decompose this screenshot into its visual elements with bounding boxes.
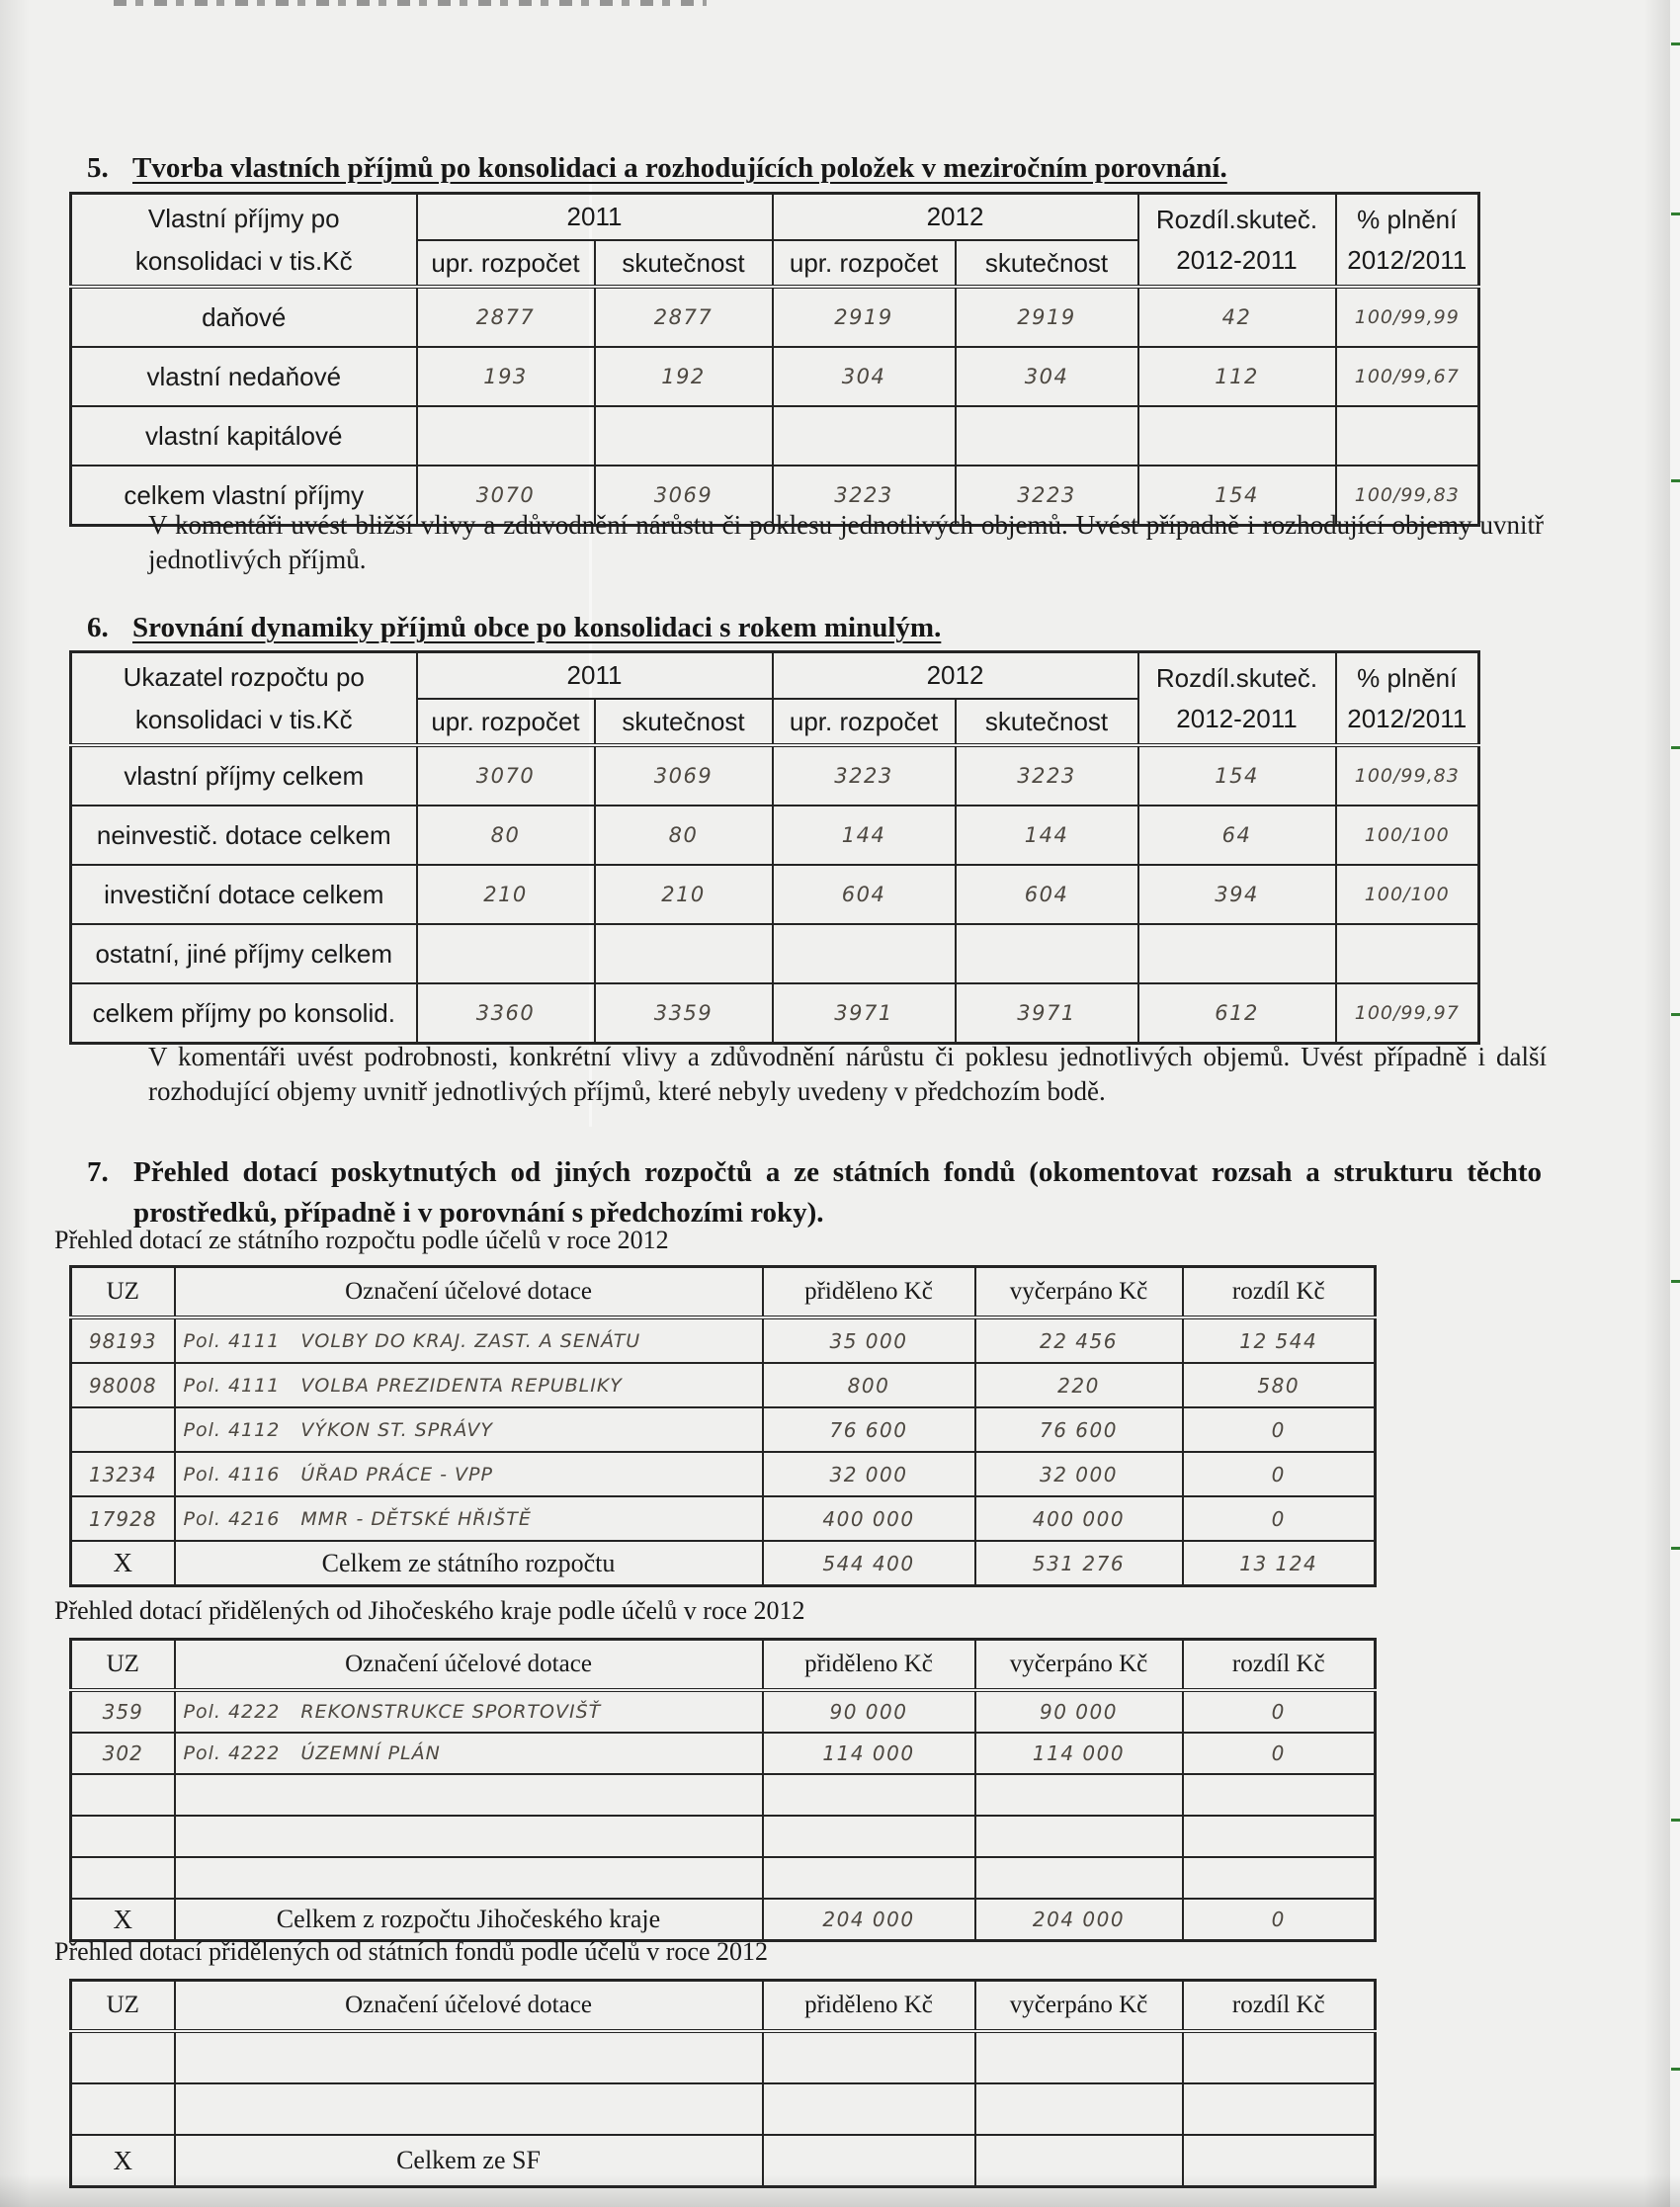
- percent-header-line1: % plnění: [1357, 662, 1458, 693]
- percent-value: 100/99,97: [1336, 983, 1479, 1044]
- difference-header: rozdíl Kč: [1183, 1267, 1376, 1318]
- actual-2011-value: 3069: [595, 745, 773, 806]
- difference-value: 154: [1138, 466, 1336, 526]
- designation-cell: Pol. 4222 ÚZEMNÍ PLÁN: [175, 1733, 763, 1774]
- difference-cell: [1183, 1816, 1376, 1857]
- budget-2012-value: 304: [773, 347, 956, 406]
- row-label: vlastní kapitálové: [71, 406, 417, 466]
- percent-value: 100/99,83: [1336, 745, 1479, 806]
- section5-heading: [87, 148, 1540, 188]
- difference-value: 42: [1138, 287, 1336, 347]
- page-edge-shadow: [1644, 0, 1670, 2207]
- percent-header-line2: 2012/2011: [1347, 703, 1468, 733]
- table-row: [71, 1363, 1376, 1407]
- table-row: [71, 1496, 1376, 1541]
- budget-2012-value: 2919: [773, 287, 956, 347]
- designation-cell: Pol. 4116 ÚŘAD PRÁCE - VPP: [175, 1452, 763, 1496]
- table-row: [71, 745, 1479, 806]
- designation-cell: [175, 1857, 763, 1899]
- budget-2012-value: [773, 406, 956, 466]
- budget-2011-value: [417, 406, 595, 466]
- table-row: [71, 2135, 1376, 2187]
- uz-cell: 13234: [71, 1452, 175, 1496]
- table-header: [71, 1267, 1376, 1318]
- row-label: celkem vlastní příjmy: [71, 466, 417, 526]
- table-row: [71, 983, 1479, 1044]
- difference-cell: [1183, 2031, 1376, 2083]
- table-row: [71, 1267, 1376, 1318]
- total-spent: 531 276: [975, 1541, 1183, 1586]
- designation-cell: [175, 1774, 763, 1816]
- section6-note: V komentáři uvést podrobnosti, konkrétní vlivy a zdůvodnění nárůstu či poklesu jednotlivých objemů. Uvést případně i další rozhodující objemy uvnitř jednotlivých příjmů, které nebyly uvedeny v předchozím bodě.: [148, 1042, 1547, 1106]
- total-allocated: 544 400: [763, 1541, 975, 1586]
- allocated-cell: 114 000: [763, 1733, 975, 1774]
- spent-cell: [975, 1816, 1183, 1857]
- actual-2011-subheader: skutečnost: [595, 240, 773, 287]
- actual-2011-value: 80: [595, 806, 773, 865]
- section-number: 5.: [87, 152, 109, 184]
- difference-value: 64: [1138, 806, 1336, 865]
- state-budget-grants-table: [69, 1265, 1377, 1587]
- table-row: [71, 1857, 1376, 1899]
- percent-value: 100/100: [1336, 806, 1479, 865]
- actual-2011-value: [595, 406, 773, 466]
- table-header: [71, 194, 1479, 288]
- page-edge-left: [0, 0, 30, 2207]
- total-x-cell: X: [71, 2135, 175, 2187]
- designation-header: Označení účelové dotace: [175, 1640, 763, 1691]
- uz-cell: [71, 1857, 175, 1899]
- designation-cell: Pol. 4111 VOLBA PREZIDENTA REPUBLIKY: [175, 1363, 763, 1407]
- percent-header: [1336, 194, 1479, 288]
- edge-mark: [1671, 1547, 1680, 1550]
- actual-2011-value: 192: [595, 347, 773, 406]
- table-row: [71, 1317, 1376, 1363]
- budget-2012-value: 144: [773, 806, 956, 865]
- table-row: [71, 1816, 1376, 1857]
- section7-heading: [87, 1152, 1542, 1233]
- allocated-cell: 400 000: [763, 1496, 975, 1541]
- state-funds-caption: Přehled dotací přidělených od státních fondů podle účelů v roce 2012: [54, 1937, 769, 1966]
- actual-2011-value: [595, 924, 773, 983]
- designation-cell: Pol. 4222 REKONSTRUKCE SPORTOVIŠŤ: [175, 1690, 763, 1733]
- total-label: Celkem ze SF: [175, 2135, 763, 2187]
- row-label: investiční dotace celkem: [71, 865, 417, 924]
- actual-2012-value: 304: [956, 347, 1138, 406]
- difference-cell: [1183, 1857, 1376, 1899]
- uz-header: UZ: [71, 1640, 175, 1691]
- budget-2011-subheader: upr. rozpočet: [417, 699, 595, 745]
- budget-2011-value: 2877: [417, 287, 595, 347]
- actual-2012-value: [956, 924, 1138, 983]
- table-row: [71, 1899, 1376, 1941]
- budget-2011-value: 80: [417, 806, 595, 865]
- table-row: [71, 287, 1479, 347]
- difference-value: [1138, 406, 1336, 466]
- spent-cell: [975, 1774, 1183, 1816]
- actual-2012-value: 3223: [956, 745, 1138, 806]
- actual-2012-subheader: skutečnost: [956, 240, 1138, 287]
- actual-2012-subheader: skutečnost: [956, 699, 1138, 745]
- budget-2012-value: 3971: [773, 983, 956, 1044]
- spent-cell: [975, 1857, 1183, 1899]
- spent-cell: 32 000: [975, 1452, 1183, 1496]
- total-spent: [975, 2135, 1183, 2187]
- difference-cell: 0: [1183, 1452, 1376, 1496]
- row-label: vlastní nedaňové: [71, 347, 417, 406]
- cropped-text-top: [114, 0, 707, 6]
- budget-2011-value: 3070: [417, 466, 595, 526]
- region-grants-table: [69, 1638, 1377, 1942]
- uz-cell: [71, 2083, 175, 2135]
- difference-header: rozdíl Kč: [1183, 1981, 1376, 2032]
- section6-heading: [87, 608, 1540, 647]
- difference-header-line2: 2012-2011: [1176, 703, 1298, 733]
- difference-value: 154: [1138, 745, 1336, 806]
- allocated-cell: [763, 2031, 975, 2083]
- section-title: Srovnání dynamiky příjmů obce po konsolidaci s rokem minulým.: [132, 612, 942, 643]
- difference-value: [1138, 924, 1336, 983]
- spent-cell: 22 456: [975, 1317, 1183, 1363]
- uz-cell: 359: [71, 1690, 175, 1733]
- actual-2011-value: 3359: [595, 983, 773, 1044]
- table-header: [71, 1640, 1376, 1691]
- actual-2011-value: 2877: [595, 287, 773, 347]
- row-label-header: [71, 652, 417, 746]
- edge-mark: [1671, 1819, 1680, 1822]
- budget-2011-value: [417, 924, 595, 983]
- percent-value: 100/100: [1336, 865, 1479, 924]
- table-row: [71, 1774, 1376, 1816]
- spent-cell: 220: [975, 1363, 1183, 1407]
- difference-cell: 0: [1183, 1690, 1376, 1733]
- actual-2012-value: 604: [956, 865, 1138, 924]
- total-x-cell: X: [71, 1899, 175, 1941]
- uz-cell: [71, 1407, 175, 1452]
- budget-2012-subheader: upr. rozpočet: [773, 240, 956, 287]
- actual-2012-value: 3971: [956, 983, 1138, 1044]
- uz-cell: 98193: [71, 1317, 175, 1363]
- table-row: [71, 924, 1479, 983]
- total-difference: 0: [1183, 1899, 1376, 1941]
- difference-header-line1: Rozdíl.skuteč.: [1155, 204, 1318, 234]
- percent-value: 100/99,67: [1336, 347, 1479, 406]
- table-row: [71, 1452, 1376, 1496]
- spent-cell: 114 000: [975, 1733, 1183, 1774]
- difference-cell: [1183, 1774, 1376, 1816]
- row-label: daňové: [71, 287, 417, 347]
- budget-2011-value: 193: [417, 347, 595, 406]
- row-label-line2: konsolidaci v tis.Kč: [134, 704, 353, 734]
- allocated-cell: 32 000: [763, 1452, 975, 1496]
- budget-2011-value: 3360: [417, 983, 595, 1044]
- actual-2011-subheader: skutečnost: [595, 699, 773, 745]
- percent-value: [1336, 406, 1479, 466]
- designation-cell: Pol. 4112 VÝKON ST. SPRÁVY: [175, 1407, 763, 1452]
- percent-value: [1336, 924, 1479, 983]
- actual-2012-value: 2919: [956, 287, 1138, 347]
- table-row: [71, 1690, 1376, 1733]
- spent-cell: 90 000: [975, 1690, 1183, 1733]
- uz-cell: 302: [71, 1733, 175, 1774]
- row-label-header: [71, 194, 417, 288]
- uz-cell: 17928: [71, 1496, 175, 1541]
- table-row: [71, 806, 1479, 865]
- uz-header: UZ: [71, 1267, 175, 1318]
- state-funds-grants-table: [69, 1979, 1377, 2188]
- table-row: [71, 347, 1479, 406]
- difference-cell: 12 544: [1183, 1317, 1376, 1363]
- page-edge-light: [1670, 0, 1680, 2207]
- spent-cell: [975, 2083, 1183, 2135]
- year-2012-header: 2012: [773, 652, 1138, 700]
- spent-cell: 76 600: [975, 1407, 1183, 1452]
- allocated-header: přiděleno Kč: [763, 1640, 975, 1691]
- row-label: neinvestič. dotace celkem: [71, 806, 417, 865]
- total-label: Celkem z rozpočtu Jihočeského kraje: [175, 1899, 763, 1941]
- edge-mark: [1671, 746, 1680, 749]
- allocated-cell: [763, 1816, 975, 1857]
- actual-2012-value: [956, 406, 1138, 466]
- difference-header: [1138, 652, 1336, 746]
- own-revenues-table: [69, 192, 1480, 527]
- row-label: celkem příjmy po konsolid.: [71, 983, 417, 1044]
- section-title: Tvorba vlastních příjmů po konsolidaci a rozhodujících položek v meziročním porovnání.: [132, 152, 1227, 184]
- budget-2012-value: 3223: [773, 745, 956, 806]
- allocated-cell: [763, 1774, 975, 1816]
- percent-header-line2: 2012/2011: [1347, 244, 1468, 275]
- difference-value: 394: [1138, 865, 1336, 924]
- actual-2012-value: 3223: [956, 466, 1138, 526]
- difference-cell: 0: [1183, 1496, 1376, 1541]
- edge-mark: [1671, 42, 1680, 45]
- edge-mark: [1671, 1013, 1680, 1016]
- designation-header: Označení účelové dotace: [175, 1981, 763, 2032]
- allocated-cell: [763, 1857, 975, 1899]
- allocated-header: přiděleno Kč: [763, 1981, 975, 2032]
- spent-cell: [975, 2031, 1183, 2083]
- actual-2012-value: 144: [956, 806, 1138, 865]
- table-header: [71, 1981, 1376, 2032]
- budget-2012-value: [773, 924, 956, 983]
- uz-cell: [71, 1774, 175, 1816]
- uz-cell: [71, 2031, 175, 2083]
- table-row: [71, 1981, 1376, 2032]
- percent-header-line1: % plnění: [1357, 204, 1458, 234]
- table-row: [71, 1407, 1376, 1452]
- year-2011-header: 2011: [417, 194, 773, 241]
- revenue-dynamics-table: [69, 650, 1480, 1045]
- spent-cell: 400 000: [975, 1496, 1183, 1541]
- table-header: [71, 652, 1479, 746]
- table-row: [71, 406, 1479, 466]
- designation-cell: [175, 2031, 763, 2083]
- budget-2012-subheader: upr. rozpočet: [773, 699, 956, 745]
- edge-mark: [1671, 212, 1680, 215]
- percent-header: [1336, 652, 1479, 746]
- percent-value: 100/99,99: [1336, 287, 1479, 347]
- total-x-cell: X: [71, 1541, 175, 1586]
- edge-mark: [1671, 2068, 1680, 2071]
- edge-mark: [1671, 1280, 1680, 1283]
- total-label: Celkem ze státního rozpočtu: [175, 1541, 763, 1586]
- row-label-line1: Ukazatel rozpočtu po: [123, 661, 365, 692]
- uz-cell: 98008: [71, 1363, 175, 1407]
- difference-header-line1: Rozdíl.skuteč.: [1155, 662, 1318, 693]
- allocated-cell: 35 000: [763, 1317, 975, 1363]
- allocated-cell: [763, 2083, 975, 2135]
- total-allocated: 204 000: [763, 1899, 975, 1941]
- budget-2011-subheader: upr. rozpočet: [417, 240, 595, 287]
- difference-cell: 0: [1183, 1407, 1376, 1452]
- spent-header: vyčerpáno Kč: [975, 1981, 1183, 2032]
- table-row: [71, 1733, 1376, 1774]
- difference-header: rozdíl Kč: [1183, 1640, 1376, 1691]
- region-caption: Přehled dotací přidělených od Jihočeského kraje podle účelů v roce 2012: [54, 1596, 805, 1625]
- row-label: vlastní příjmy celkem: [71, 745, 417, 806]
- difference-value: 112: [1138, 347, 1336, 406]
- total-spent: 204 000: [975, 1899, 1183, 1941]
- difference-cell: 0: [1183, 1733, 1376, 1774]
- year-2011-header: 2011: [417, 652, 773, 700]
- designation-cell: [175, 1816, 763, 1857]
- state-budget-caption: Přehled dotací ze státního rozpočtu podle účelů v roce 2012: [54, 1226, 669, 1254]
- actual-2011-value: 210: [595, 865, 773, 924]
- budget-2012-value: 3223: [773, 466, 956, 526]
- edge-mark: [1671, 479, 1680, 482]
- actual-2011-value: 3069: [595, 466, 773, 526]
- total-difference: [1183, 2135, 1376, 2187]
- table-row: [71, 1541, 1376, 1586]
- designation-cell: Pol. 4111 VOLBY DO KRAJ. ZAST. A SENÁTU: [175, 1317, 763, 1363]
- budget-2012-value: 604: [773, 865, 956, 924]
- spent-header: vyčerpáno Kč: [975, 1267, 1183, 1318]
- row-label: ostatní, jiné příjmy celkem: [71, 924, 417, 983]
- total-difference: 13 124: [1183, 1541, 1376, 1586]
- uz-cell: [71, 1816, 175, 1857]
- percent-value: 100/99,83: [1336, 466, 1479, 526]
- uz-header: UZ: [71, 1981, 175, 2032]
- table-row: [71, 2083, 1376, 2135]
- section-title: Přehled dotací poskytnutých od jiných rozpočtů a ze státních fondů (okomentovat rozsah a strukturu těchto prostředků, případně i v porovnání s předchozími roky).: [133, 1156, 1542, 1229]
- budget-2011-value: 210: [417, 865, 595, 924]
- total-allocated: [763, 2135, 975, 2187]
- designation-cell: Pol. 4216 MMR - DĚTSKÉ HŘIŠTĚ: [175, 1496, 763, 1541]
- section-number: 7.: [87, 1156, 109, 1188]
- allocated-cell: 90 000: [763, 1690, 975, 1733]
- difference-header: [1138, 194, 1336, 288]
- section-number: 6.: [87, 612, 109, 643]
- allocated-cell: 800: [763, 1363, 975, 1407]
- difference-cell: [1183, 2083, 1376, 2135]
- allocated-header: přiděleno Kč: [763, 1267, 975, 1318]
- table-row: [71, 1640, 1376, 1691]
- table-row: [71, 2031, 1376, 2083]
- table-row: [71, 865, 1479, 924]
- difference-value: 612: [1138, 983, 1336, 1044]
- year-2012-header: 2012: [773, 194, 1138, 241]
- row-label-line1: Vlastní příjmy po: [147, 203, 340, 233]
- designation-header: Označení účelové dotace: [175, 1267, 763, 1318]
- difference-cell: 580: [1183, 1363, 1376, 1407]
- difference-header-line2: 2012-2011: [1176, 244, 1298, 275]
- designation-cell: [175, 2083, 763, 2135]
- budget-2011-value: 3070: [417, 745, 595, 806]
- allocated-cell: 76 600: [763, 1407, 975, 1452]
- section5-note: V komentáři uvést bližší vlivy a zdůvodnění nárůstu či poklesu jednotlivých objemů. Uvést případně i rozhodující objemy uvnitř jednotlivých příjmů.: [148, 510, 1544, 574]
- spent-header: vyčerpáno Kč: [975, 1640, 1183, 1691]
- row-label-line2: konsolidaci v tis.Kč: [134, 245, 353, 276]
